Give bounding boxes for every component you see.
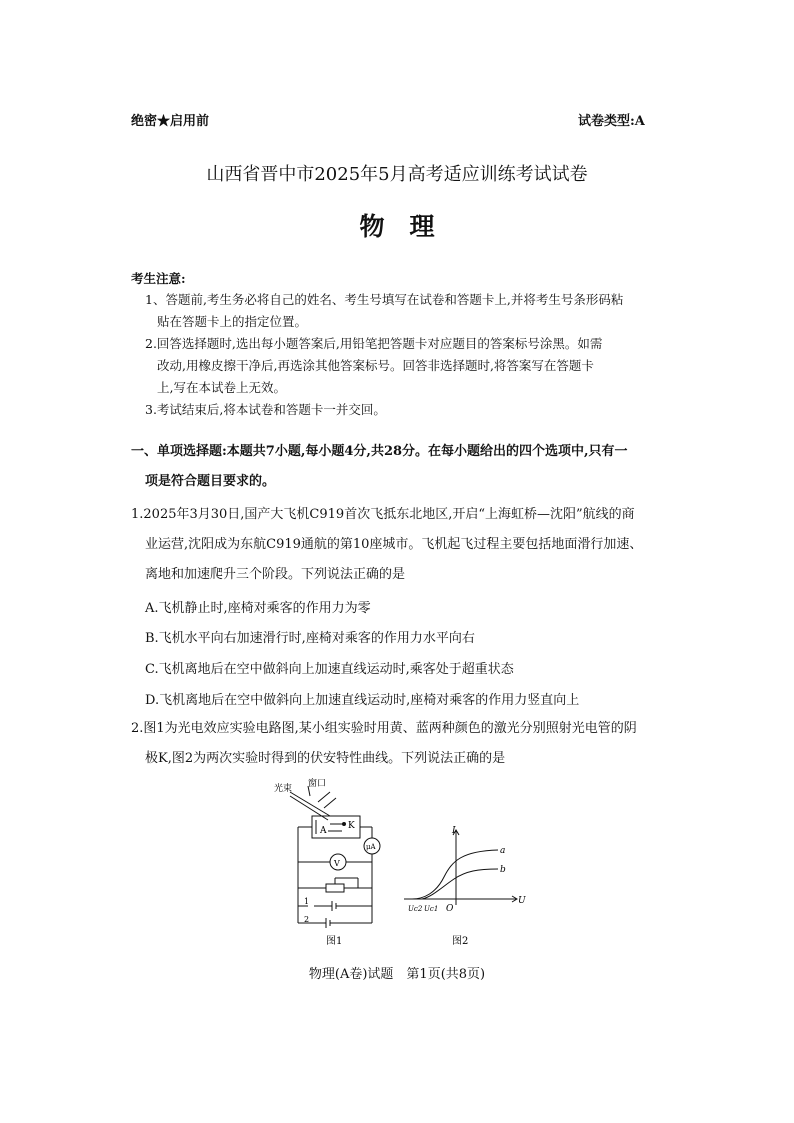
notice-line: 上,写在本试卷上无效。 — [157, 380, 286, 395]
figure-1-circuit — [268, 778, 398, 948]
notice-line: 2.回答选择题时,选出每小题答案后,用铅笔把答题卡对应题目的答案标号涂黑。如需 — [145, 336, 603, 351]
fig1-cathode-label: K — [348, 821, 355, 831]
subject-title: 物 理 — [359, 212, 435, 241]
notice-line: 3.考试结束后,将本试卷和答题卡一并交回。 — [145, 402, 386, 417]
fig2-uc1-label: Uc1 — [424, 905, 439, 913]
paper-type-label: 试卷类型:A — [578, 114, 645, 129]
exam-title: 山西省晋中市2025年5月高考适应训练考试试卷 — [206, 164, 588, 185]
fig2-uc2-label: Uc2 — [408, 905, 423, 913]
fig2-caption: 图2 — [452, 936, 469, 947]
q2-stem: 2.图1为光电效应实验电路图,某小组实验时用黄、蓝两种颜色的激光分别照射光电管的阴 — [131, 721, 637, 736]
fig1-beam-label: 光束 — [274, 784, 293, 794]
fig1-voltmeter-label: V — [334, 859, 340, 868]
q1-stem: 业运营,沈阳成为东航C919通航的第10座城市。飞机起飞过程主要包括地面滑行加速、 — [145, 537, 643, 552]
fig2-curve-b-label: b — [500, 865, 506, 875]
q1-option-a: A.飞机静止时,座椅对乘客的作用力为零 — [145, 601, 371, 616]
section-heading: 一、单项选择题:本题共7小题,每小题4分,共28分。在每小题给出的四个选项中,只有一 — [131, 444, 628, 459]
q1-option-b: B.飞机水平向右加速滑行时,座椅对乘客的作用力水平向右 — [145, 631, 475, 646]
notice-line: 贴在答题卡上的指定位置。 — [157, 314, 308, 329]
q1-option-c: C.飞机离地后在空中做斜向上加速直线运动时,乘客处于超重状态 — [145, 662, 514, 677]
section-heading-cont: 项是符合题目要求的。 — [145, 474, 276, 489]
fig1-anode-label: A — [320, 826, 327, 836]
figure-2-iv-curves — [400, 825, 530, 948]
fig2-u-axis-label: U — [518, 896, 526, 906]
fig2-i-axis-label: I — [452, 826, 456, 836]
fig1-microammeter-label: μA — [366, 843, 376, 851]
fig1-caption: 图1 — [326, 936, 343, 947]
page-footer: 物理(A卷)试题 第1页(共8页) — [308, 967, 486, 982]
q1-stem: 1.2025年3月30日,国产大飞机C919首次飞抵东北地区,开启“上海虹桥—沈阳”航线的商 — [131, 507, 635, 522]
q2-stem: 极K,图2为两次实验时得到的伏安特性曲线。下列说法正确的是 — [145, 751, 506, 766]
fig2-curve-a-label: a — [500, 846, 506, 856]
secret-label: 绝密★启用前 — [131, 114, 210, 129]
fig1-switch-2-label: 2 — [304, 915, 310, 924]
fig1-window-label: 窗口 — [308, 779, 327, 789]
fig2-origin-label: O — [446, 904, 454, 914]
q1-option-d: D.飞机离地后在空中做斜向上加速直线运动时,座椅对乘客的作用力竖直向上 — [145, 693, 580, 708]
notice-heading: 考生注意: — [131, 271, 186, 286]
notice-line: 改动,用橡皮擦干净后,再选涂其他答案标号。回答非选择题时,将答案写在答题卡 — [157, 358, 594, 373]
q1-stem: 离地和加速爬升三个阶段。下列说法正确的是 — [145, 567, 406, 582]
notice-line: 1、答题前,考生务必将自己的姓名、考生号填写在试卷和答题卡上,并将考生号条形码粘 — [145, 292, 624, 307]
fig1-switch-1-label: 1 — [304, 897, 310, 906]
